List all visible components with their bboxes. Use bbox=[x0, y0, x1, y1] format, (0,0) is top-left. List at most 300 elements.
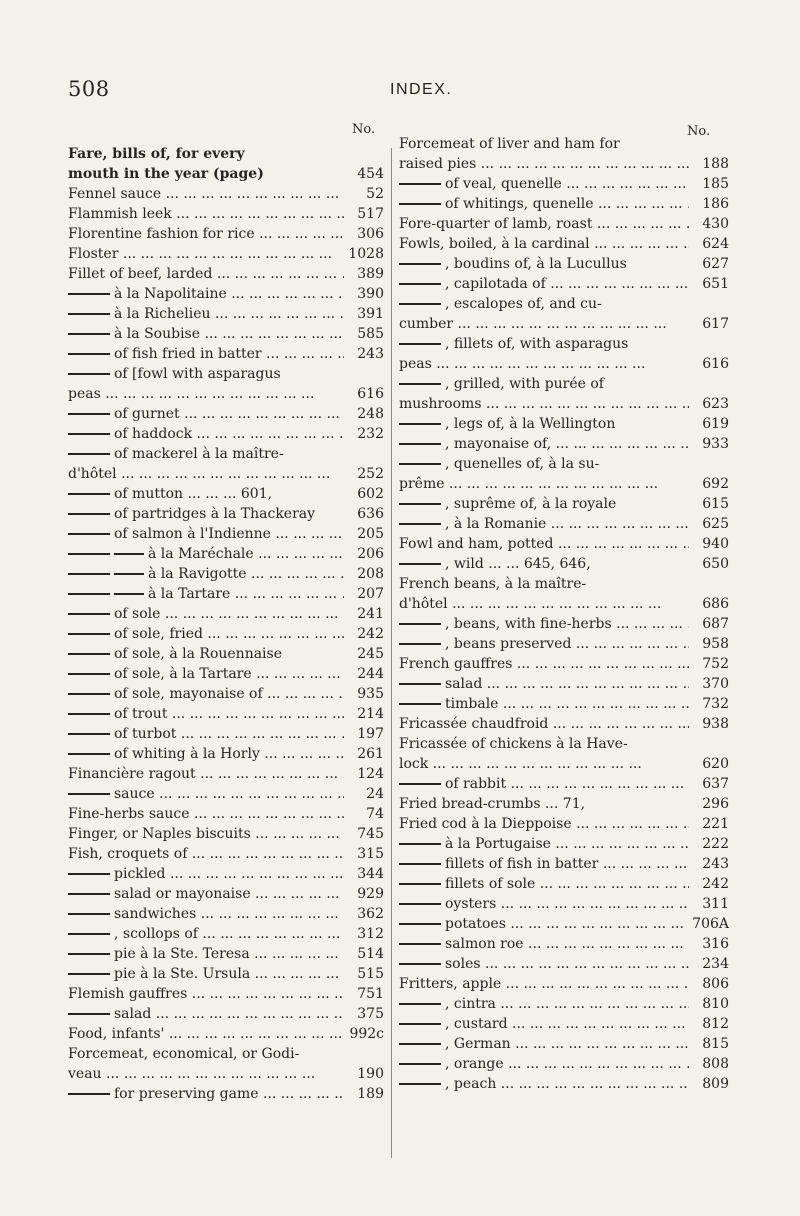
index-entry bbox=[399, 574, 729, 594]
index-entries-right bbox=[399, 134, 729, 1094]
ditto-dash bbox=[399, 303, 441, 304]
index-entry bbox=[399, 134, 729, 154]
index-entry-number: 585 bbox=[357, 326, 384, 342]
index-entry-text: , à la Romanie ... . bbox=[445, 516, 689, 532]
index-entry-wrap bbox=[68, 444, 344, 464]
index-entry bbox=[399, 234, 729, 254]
index-entry-wrap bbox=[399, 354, 689, 374]
index-entry-wrap bbox=[399, 914, 689, 934]
index-entry-number: 312 bbox=[357, 926, 384, 942]
index-entry-text: Finger, or Naples biscuits ... . bbox=[68, 826, 344, 842]
index-entry-number: 812 bbox=[702, 1016, 729, 1032]
index-entry-text: à la Soubise ... . bbox=[114, 326, 344, 342]
index-entry-wrap bbox=[399, 334, 689, 354]
index-entry-number: 205 bbox=[357, 526, 384, 542]
index-entry-number: 232 bbox=[357, 426, 384, 442]
index-entry-text: , quenelles of, à la su- bbox=[445, 456, 600, 472]
index-entry bbox=[68, 364, 384, 384]
index-entry bbox=[399, 534, 729, 554]
ditto-dash bbox=[68, 373, 110, 374]
index-entry bbox=[68, 904, 384, 924]
index-entry-number: 616 bbox=[702, 356, 729, 372]
index-entry-text: Forcemeat of liver and ham for bbox=[399, 136, 620, 152]
index-entry-text: lock ... . bbox=[399, 756, 642, 772]
index-entry-wrap bbox=[68, 304, 344, 324]
index-entry-number: 234 bbox=[702, 956, 729, 972]
index-entry-wrap bbox=[399, 394, 689, 414]
index-entry-number: 344 bbox=[357, 866, 384, 882]
index-entry bbox=[399, 694, 729, 714]
index-entry bbox=[68, 584, 384, 604]
index-entry-number: 316 bbox=[702, 936, 729, 952]
index-entry-number: 242 bbox=[702, 876, 729, 892]
index-entry-text: of mutton ... ... ... 601, bbox=[114, 486, 273, 502]
index-entry-text: of rabbit ... . bbox=[445, 776, 689, 792]
index-entry-text: Floster ... . bbox=[68, 246, 332, 262]
index-entry-number: 375 bbox=[357, 1006, 384, 1022]
index-entry-number: 244 bbox=[357, 666, 384, 682]
index-entry bbox=[399, 454, 729, 474]
index-entry-text: , mayonaise of, ... . bbox=[445, 436, 689, 452]
ditto-dash bbox=[68, 593, 110, 594]
index-entry bbox=[399, 914, 729, 934]
index-entry-text: Fried bread-crumbs ... 71, bbox=[399, 796, 586, 812]
ditto-dash bbox=[68, 973, 110, 974]
index-entry-text: of gurnet ... . bbox=[114, 406, 344, 422]
index-entry bbox=[399, 874, 729, 894]
index-entry bbox=[68, 924, 384, 944]
ditto-dash bbox=[68, 893, 110, 894]
index-entry-wrap bbox=[399, 434, 689, 454]
index-entry-wrap bbox=[68, 204, 344, 224]
index-entry-number: 188 bbox=[702, 156, 729, 172]
index-entry bbox=[68, 164, 384, 184]
index-entry-number: 940 bbox=[702, 536, 729, 552]
ditto-dash bbox=[68, 913, 110, 914]
index-entry-wrap bbox=[399, 834, 689, 854]
number-column-label: No. bbox=[352, 122, 376, 137]
index-entry-text: pickled ... . bbox=[114, 866, 344, 882]
index-entry-text: d'hôtel ... . bbox=[399, 596, 661, 612]
index-entry bbox=[68, 244, 384, 264]
index-entry-number: 627 bbox=[702, 256, 729, 272]
index-entry-text: French gauffres ... . bbox=[399, 656, 689, 672]
index-entry-number: 619 bbox=[702, 416, 729, 432]
index-entry-text: fillets of fish in batter ... . bbox=[445, 856, 689, 872]
index-entry bbox=[68, 304, 384, 324]
index-entry-text: salad or mayonaise ... . bbox=[114, 886, 344, 902]
index-entry-text: , scollops of ... . bbox=[114, 926, 344, 942]
index-entry-wrap bbox=[399, 654, 689, 674]
index-entry-text: of partridges à la Thackeray bbox=[114, 506, 316, 522]
index-entry-number: 651 bbox=[702, 276, 729, 292]
ditto-dash bbox=[68, 413, 110, 414]
index-entry-number: 311 bbox=[702, 896, 729, 912]
index-entry-text: , legs of, à la Wellington bbox=[445, 416, 616, 432]
ditto-dash bbox=[68, 453, 110, 454]
index-entry bbox=[399, 614, 729, 634]
index-entry bbox=[68, 984, 384, 1004]
index-entry bbox=[68, 664, 384, 684]
index-entry-text: of [fowl with asparagus bbox=[114, 366, 281, 382]
index-entry-text: , peach ... . bbox=[445, 1076, 689, 1092]
index-entry-wrap bbox=[399, 154, 689, 174]
index-entry-wrap bbox=[399, 1034, 689, 1054]
index-entry-text: of sole, mayonaise of ... . bbox=[114, 686, 344, 702]
ditto-dash bbox=[399, 923, 441, 924]
index-entry-text: Fowls, boiled, à la cardinal ... . bbox=[399, 236, 689, 252]
index-entry-text: à la Maréchale ... . bbox=[148, 546, 344, 562]
index-entry-text: à la Ravigotte ... . bbox=[148, 566, 344, 582]
index-entry-text: , boudins of, à la Lucullus bbox=[445, 256, 627, 272]
index-entry-text: mushrooms ... . bbox=[399, 396, 689, 412]
index-entry-text: of sole, à la Tartare ... . bbox=[114, 666, 344, 682]
index-entry-text: of mackerel à la maître- bbox=[114, 446, 284, 462]
index-entry-wrap bbox=[68, 1044, 344, 1064]
index-entry-text: , beans preserved ... . bbox=[445, 636, 689, 652]
ditto-dash bbox=[68, 1093, 110, 1094]
index-entry-text: salad ... . bbox=[114, 1006, 344, 1022]
index-entry-wrap bbox=[68, 244, 344, 264]
ditto-dash bbox=[399, 383, 441, 384]
index-entry-text: prême ... . bbox=[399, 476, 658, 492]
index-entry bbox=[68, 844, 384, 864]
index-entry-number: 623 bbox=[702, 396, 729, 412]
index-entry-text: Fricassée chaudfroid ... . bbox=[399, 716, 689, 732]
index-entry-wrap bbox=[399, 694, 689, 714]
index-entry bbox=[68, 524, 384, 544]
index-entry bbox=[68, 344, 384, 364]
index-entry-text: à la Napolitaine ... . bbox=[114, 286, 344, 302]
index-entry bbox=[68, 184, 384, 204]
index-entry-wrap bbox=[399, 494, 689, 514]
index-entry-wrap bbox=[399, 574, 689, 594]
index-entry bbox=[68, 424, 384, 444]
index-entry bbox=[68, 784, 384, 804]
index-entry-number: 190 bbox=[357, 1066, 384, 1082]
index-entry-wrap bbox=[399, 894, 689, 914]
index-entry-number: 454 bbox=[357, 166, 384, 182]
index-entry-number: 296 bbox=[702, 796, 729, 812]
index-entry-text: Fowl and ham, potted ... . bbox=[399, 536, 689, 552]
ditto-dash bbox=[399, 283, 441, 284]
index-entry-number: 315 bbox=[357, 846, 384, 862]
ditto-dash bbox=[399, 1083, 441, 1084]
index-entry-text: , grilled, with purée of bbox=[445, 376, 604, 392]
index-entry bbox=[399, 654, 729, 674]
index-entry-wrap bbox=[68, 524, 344, 544]
index-entry-number: 248 bbox=[357, 406, 384, 422]
index-entry bbox=[68, 1084, 384, 1104]
index-entry-wrap bbox=[399, 814, 689, 834]
index-entry-wrap bbox=[68, 164, 344, 184]
ditto-dash bbox=[68, 433, 110, 434]
index-entry-number: 189 bbox=[357, 1086, 384, 1102]
index-entry-number: 745 bbox=[357, 826, 384, 842]
index-entry-wrap bbox=[399, 1014, 689, 1034]
index-entry-number: 616 bbox=[357, 386, 384, 402]
index-entry-text: , custard ... . bbox=[445, 1016, 689, 1032]
index-entry bbox=[68, 1024, 384, 1044]
index-entry bbox=[68, 1064, 384, 1084]
ditto-dash bbox=[399, 183, 441, 184]
index-entry-text: soles ... . bbox=[445, 956, 689, 972]
ditto-dash bbox=[68, 753, 110, 754]
ditto-dash bbox=[399, 643, 441, 644]
ditto-dash bbox=[399, 863, 441, 864]
index-entry-wrap bbox=[399, 554, 689, 574]
index-entry-wrap bbox=[399, 134, 689, 154]
index-entry bbox=[68, 724, 384, 744]
ditto-dash bbox=[68, 953, 110, 954]
index-entry-text: pie à la Ste. Teresa ... . bbox=[114, 946, 344, 962]
ditto-dash bbox=[68, 493, 110, 494]
index-entry-text: sauce ... . bbox=[114, 786, 344, 802]
index-entry-number: 938 bbox=[702, 716, 729, 732]
index-entry-number: 242 bbox=[357, 626, 384, 642]
index-entry-wrap bbox=[399, 994, 689, 1014]
index-entry bbox=[68, 384, 384, 404]
index-entry-wrap bbox=[68, 644, 344, 664]
index-entry bbox=[399, 434, 729, 454]
index-entry-wrap bbox=[68, 744, 344, 764]
index-entry-text: peas ... . bbox=[68, 386, 314, 402]
index-entry-number: 935 bbox=[357, 686, 384, 702]
index-entry-text: pie à la Ste. Ursula ... . bbox=[114, 966, 344, 982]
index-entry-text: veau ... . bbox=[68, 1066, 315, 1082]
index-entry bbox=[68, 764, 384, 784]
index-entry-wrap bbox=[68, 624, 344, 644]
ditto-dash bbox=[399, 523, 441, 524]
index-entry-text: of whiting à la Horly ... . bbox=[114, 746, 344, 762]
index-entry-number: 752 bbox=[702, 656, 729, 672]
index-entry-wrap bbox=[68, 484, 344, 504]
index-entry-wrap bbox=[68, 1084, 344, 1104]
index-entry-wrap bbox=[68, 844, 344, 864]
index-entry-number: 197 bbox=[357, 726, 384, 742]
index-entry bbox=[399, 314, 729, 334]
index-entry-text: d'hôtel ... . bbox=[68, 466, 330, 482]
index-entry-wrap bbox=[68, 724, 344, 744]
index-entry bbox=[68, 864, 384, 884]
ditto-dash bbox=[68, 553, 110, 554]
index-entry-wrap bbox=[68, 804, 344, 824]
index-entry-number: 751 bbox=[357, 986, 384, 1002]
index-entry bbox=[399, 1034, 729, 1054]
index-entry-wrap bbox=[68, 504, 344, 524]
index-entry-text: of veal, quenelle ... . bbox=[445, 176, 689, 192]
index-entry bbox=[399, 974, 729, 994]
ditto-dash bbox=[68, 1013, 110, 1014]
index-entry bbox=[399, 714, 729, 734]
index-entry-number: 636 bbox=[357, 506, 384, 522]
index-entry-wrap bbox=[399, 954, 689, 974]
index-entry-text: French beans, à la maître- bbox=[399, 576, 587, 592]
index-entry-text: of trout ... . bbox=[114, 706, 344, 722]
ditto-dash bbox=[399, 883, 441, 884]
index-entry-text: Fine-herbs sauce ... . bbox=[68, 806, 344, 822]
index-entry-text: of turbot ... . bbox=[114, 726, 344, 742]
index-entry bbox=[399, 594, 729, 614]
ditto-dash bbox=[68, 293, 110, 294]
index-entry-number: 692 bbox=[702, 476, 729, 492]
index-entry-wrap bbox=[399, 1074, 689, 1094]
index-entry-number: 306 bbox=[357, 226, 384, 242]
index-entry bbox=[68, 504, 384, 524]
ditto-dash bbox=[68, 933, 110, 934]
index-entry-number: 430 bbox=[702, 216, 729, 232]
index-entry-text: Fricassée of chickens à la Have- bbox=[399, 736, 628, 752]
ditto-dash bbox=[68, 513, 110, 514]
index-entry-wrap bbox=[399, 634, 689, 654]
index-entry-text: mouth in the year (page) bbox=[68, 166, 264, 182]
ditto-dash bbox=[68, 333, 110, 334]
index-entry bbox=[68, 404, 384, 424]
index-entry bbox=[399, 1074, 729, 1094]
index-entry-number: 617 bbox=[702, 316, 729, 332]
index-entry-text: Fore-quarter of lamb, roast ... . bbox=[399, 216, 689, 232]
index-entry-text: Flemish gauffres ... . bbox=[68, 986, 344, 1002]
ditto-dash bbox=[68, 533, 110, 534]
index-entry-text: of sole, à la Rouennaise bbox=[114, 646, 283, 662]
index-entry bbox=[68, 744, 384, 764]
index-entry-wrap bbox=[68, 784, 344, 804]
ditto-dash bbox=[68, 633, 110, 634]
index-entry-text: of sole, fried ... . bbox=[114, 626, 344, 642]
index-entry bbox=[399, 334, 729, 354]
index-entry-text: Fennel sauce ... . bbox=[68, 186, 344, 202]
index-entry-text: raised pies ... . bbox=[399, 156, 689, 172]
index-entry-wrap bbox=[68, 184, 344, 204]
ditto-dash bbox=[399, 703, 441, 704]
ditto-dash bbox=[399, 843, 441, 844]
index-entry-wrap bbox=[399, 214, 689, 234]
index-entry-text: of haddock ... . bbox=[114, 426, 344, 442]
index-entry-wrap bbox=[399, 274, 689, 294]
index-entry-text: , cintra ... . bbox=[445, 996, 689, 1012]
index-entry-text: , fillets of, with asparagus bbox=[445, 336, 629, 352]
ditto-dash bbox=[68, 353, 110, 354]
index-entry-wrap bbox=[399, 294, 689, 314]
index-entry-wrap bbox=[68, 704, 344, 724]
index-entry bbox=[68, 264, 384, 284]
index-entries-left bbox=[68, 144, 384, 1104]
index-entry-text: à la Portugaise ... . bbox=[445, 836, 689, 852]
index-entry-text: Fillet of beef, larded ... . bbox=[68, 266, 344, 282]
index-entry-text: Fried cod à la Dieppoise ... . bbox=[399, 816, 689, 832]
index-entry-number: 637 bbox=[702, 776, 729, 792]
ditto-dash bbox=[399, 1063, 441, 1064]
index-entry-number: 389 bbox=[357, 266, 384, 282]
index-entry-text: oysters ... . bbox=[445, 896, 689, 912]
ditto-dash bbox=[68, 313, 110, 314]
index-entry-number: 933 bbox=[702, 436, 729, 452]
index-entry-number: 186 bbox=[702, 196, 729, 212]
index-entry-wrap bbox=[399, 774, 689, 794]
index-entry bbox=[68, 324, 384, 344]
index-entry-number: 809 bbox=[702, 1076, 729, 1092]
page-header bbox=[68, 77, 660, 107]
index-entry bbox=[399, 394, 729, 414]
index-entry-number: 24 bbox=[366, 786, 384, 802]
index-entry-text: Flammish leek ... . bbox=[68, 206, 344, 222]
ditto-dash bbox=[68, 673, 110, 674]
index-entry-text: salmon roe ... . bbox=[445, 936, 689, 952]
index-entry-wrap bbox=[399, 614, 689, 634]
index-entry-wrap bbox=[68, 344, 344, 364]
index-entry bbox=[399, 374, 729, 394]
index-entry bbox=[68, 144, 384, 164]
running-title: INDEX. bbox=[390, 81, 453, 98]
index-entry bbox=[399, 294, 729, 314]
index-entry-number: 362 bbox=[357, 906, 384, 922]
index-entry bbox=[399, 174, 729, 194]
index-entry-wrap bbox=[399, 794, 689, 814]
index-entry-text: Fish, croquets of ... . bbox=[68, 846, 344, 862]
index-entry bbox=[68, 1044, 384, 1064]
index-entry bbox=[68, 804, 384, 824]
index-entry-wrap bbox=[399, 874, 689, 894]
ditto-dash bbox=[399, 783, 441, 784]
ditto-dash bbox=[68, 613, 110, 614]
ditto-dash bbox=[399, 263, 441, 264]
index-entry-number: 686 bbox=[702, 596, 729, 612]
index-entry-wrap bbox=[68, 144, 344, 164]
index-entry-text: Food, infants' ... . bbox=[68, 1026, 344, 1042]
ditto-dash bbox=[68, 793, 110, 794]
ditto-dash bbox=[68, 693, 110, 694]
index-entry-text: Financière ragout ... . bbox=[68, 766, 344, 782]
index-entry bbox=[399, 554, 729, 574]
index-entry-text: of fish fried in batter ... . bbox=[114, 346, 344, 362]
index-entry-number: 515 bbox=[357, 966, 384, 982]
index-entry-wrap bbox=[68, 284, 344, 304]
index-entry bbox=[399, 214, 729, 234]
index-entry-text: Florentine fashion for rice ... . bbox=[68, 226, 344, 242]
index-entry-wrap bbox=[68, 904, 344, 924]
index-entry bbox=[399, 494, 729, 514]
index-entry-wrap bbox=[68, 884, 344, 904]
index-entry-text: fillets of sole ... . bbox=[445, 876, 689, 892]
index-entry-wrap bbox=[399, 754, 689, 774]
index-entry-wrap bbox=[399, 254, 689, 274]
ditto-dash bbox=[399, 443, 441, 444]
ditto-dash bbox=[399, 1043, 441, 1044]
index-entry-text: salad ... . bbox=[445, 676, 689, 692]
index-entry bbox=[68, 1004, 384, 1024]
index-entry-wrap bbox=[68, 664, 344, 684]
index-entry-number: 602 bbox=[357, 486, 384, 502]
index-entry-wrap bbox=[399, 534, 689, 554]
index-entry-number: 207 bbox=[357, 586, 384, 602]
index-entry-text: peas ... . bbox=[399, 356, 645, 372]
index-entry bbox=[399, 414, 729, 434]
index-entry bbox=[399, 474, 729, 494]
index-entry-text: à la Richelieu ... . bbox=[114, 306, 344, 322]
index-entry-text: for preserving game ... . bbox=[114, 1086, 344, 1102]
index-entry bbox=[399, 274, 729, 294]
index-entry bbox=[399, 834, 729, 854]
index-entry bbox=[68, 644, 384, 664]
ditto-dash bbox=[399, 343, 441, 344]
index-entry-text: potatoes ... . bbox=[445, 916, 689, 932]
index-entry-wrap bbox=[68, 1004, 344, 1024]
index-entry-number: 706A bbox=[692, 916, 729, 932]
ditto-dash bbox=[68, 713, 110, 714]
ditto-dash bbox=[399, 943, 441, 944]
index-entry-wrap bbox=[68, 404, 344, 424]
index-entry-number: 625 bbox=[702, 516, 729, 532]
